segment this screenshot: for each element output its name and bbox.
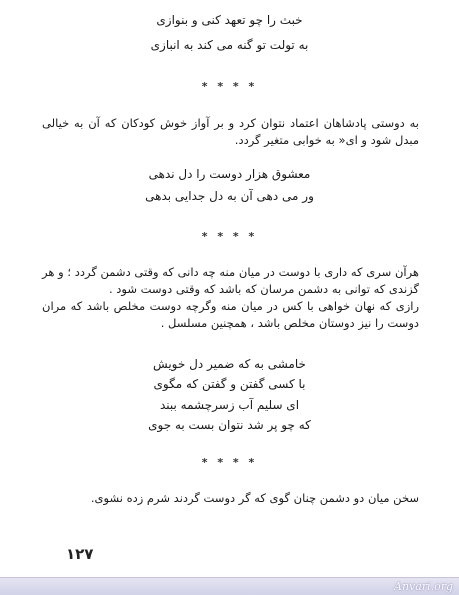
poem2-line-1: معشوق هزار دوست را دل ندهی (148, 167, 311, 181)
poem3-line-3: ای سلیم آب زسرچشمه ببند (159, 398, 300, 412)
poem3-line-1: خامشی به که ضمیر دل خویش (153, 357, 306, 371)
poem1-line-1: خبث را چو تعهد کنی و بنوازی (156, 13, 303, 27)
paragraph-3: رازی که نهان خواهی با کس در میان منه وگرچه دوست مخلص باشد که مران دوست را نیز دوستان مخلص باشد ، همچنین مسلسل . (42, 299, 419, 330)
footer-bar (0, 577, 459, 595)
separator-2: * * * * (201, 230, 258, 243)
poem2-line-2: ور می دهی آن به دل جدایی بدهی (145, 189, 314, 203)
poem3-line-4: که چو پر شد نتوان بست به جوی (148, 418, 311, 432)
paragraph-1: به دوستی پادشاهان اعتماد نتوان کرد و بر آواز خوش کودکان که آن به خیالی مبدل شود و ای« به خوابی متغیر گردد. (42, 116, 419, 147)
watermark-logo: Anvari.org (394, 580, 453, 593)
paragraph-2: هرآن سری که داری با دوست در میان منه چه دانی که وقتی دشمن گردد ؛ و هر گزندی که توانی به دشمن مرسان که باشد که وقتی دوست شود . (42, 265, 419, 296)
paragraph-4: سخن میان دو دشمن چنان گوی که گر دوست گردند شرم زده نشوی. (90, 491, 419, 505)
separator-1: * * * * (201, 80, 258, 93)
page-number: ۱۲۷ (66, 545, 94, 563)
poem1-line-2: به تولت تو گنه می کند به انبازی (150, 38, 309, 52)
separator-3: * * * * (201, 456, 258, 469)
poem3-line-2: با کسی گفتن و گفتن که مگوی (153, 377, 306, 391)
